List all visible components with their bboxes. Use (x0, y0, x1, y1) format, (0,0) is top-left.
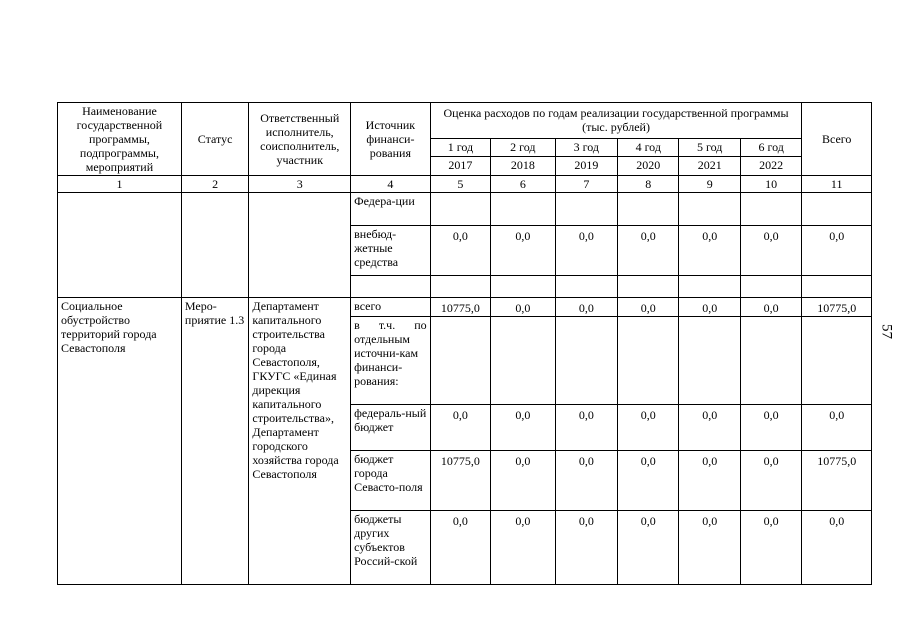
value-cell: 0,0 (491, 405, 555, 451)
column-number: 3 (249, 176, 351, 193)
value-cell: 10775,0 (802, 451, 872, 511)
value-cell: 0,0 (740, 405, 801, 451)
value-cell: 0,0 (740, 298, 801, 317)
year-label: 5 год (679, 138, 740, 157)
value-cell: 0,0 (430, 226, 490, 276)
value-cell: 0,0 (618, 451, 679, 511)
value-cell: 10775,0 (802, 298, 872, 317)
value-cell: 10775,0 (430, 298, 490, 317)
budget-table (57, 102, 872, 585)
year-label: 1 год (430, 138, 490, 157)
funding-source: бюджет города Севасто-поля (351, 451, 431, 511)
funding-source: в т.ч. по отдельным источни-кам финанси-рования: (351, 317, 431, 405)
year-value: 2019 (555, 157, 617, 176)
header-estimate: Оценка расходов по годам реализации государственной программы (тыс. рублей) (430, 103, 802, 139)
value-cell: 0,0 (618, 226, 679, 276)
funding-source: всего (351, 298, 431, 317)
page-number: 57 (878, 324, 895, 339)
year-label: 2 год (491, 138, 555, 157)
value-cell: 0,0 (679, 298, 740, 317)
column-number: 7 (555, 176, 617, 193)
activity-executor: Департамент капитального строительства города Севастополя, ГКУГС «Единая дирекция капитального строительства», Департамент городского хозяйства города Севастополя (249, 298, 351, 585)
value-cell: 0,0 (555, 511, 617, 585)
empty-cell (249, 193, 351, 298)
column-number: 4 (351, 176, 431, 193)
value-cell: 0,0 (740, 451, 801, 511)
activity-name: Социальное обустройство территорий города Севастополя (58, 298, 182, 585)
year-label: 3 год (555, 138, 617, 157)
header-status: Статус (181, 103, 248, 176)
column-number: 5 (430, 176, 490, 193)
value-cell: 0,0 (430, 405, 490, 451)
activity-status: Меро-приятие 1.3 (181, 298, 248, 585)
year-value: 2022 (740, 157, 801, 176)
value-cell: 0,0 (555, 298, 617, 317)
column-number: 6 (491, 176, 555, 193)
column-number: 9 (679, 176, 740, 193)
header-executor: Ответственный исполнитель, соисполнитель, участник (249, 103, 351, 176)
year-value: 2018 (491, 157, 555, 176)
value-cell: 0,0 (555, 451, 617, 511)
column-numbers-row (58, 176, 872, 193)
value-cell: 0,0 (491, 511, 555, 585)
table-row (58, 193, 872, 226)
funding-source: федераль-ный бюджет (351, 405, 431, 451)
value-cell: 0,0 (555, 405, 617, 451)
year-value: 2020 (618, 157, 679, 176)
value-cell: 0,0 (740, 226, 801, 276)
value-cell: 0,0 (802, 226, 872, 276)
funding-source: внебюд-жетные средства (351, 226, 431, 276)
header-name: Наименование государственной программы, подпрограммы, мероприятий (58, 103, 182, 176)
value-cell: 0,0 (802, 511, 872, 585)
value-cell: 0,0 (679, 451, 740, 511)
value-cell: 0,0 (430, 511, 490, 585)
funding-source: Федера-ции (351, 193, 431, 226)
column-number: 8 (618, 176, 679, 193)
empty-cell (181, 193, 248, 298)
value-cell: 0,0 (491, 451, 555, 511)
value-cell: 0,0 (555, 226, 617, 276)
funding-source: бюджеты других субъектов Россий-ской (351, 511, 431, 585)
value-cell: 10775,0 (430, 451, 490, 511)
header-total: Всего (802, 103, 872, 176)
header-source: Источник финанси-рования (351, 103, 431, 176)
year-value: 2021 (679, 157, 740, 176)
value-cell: 0,0 (679, 511, 740, 585)
value-cell: 0,0 (679, 226, 740, 276)
value-cell: 0,0 (802, 405, 872, 451)
value-cell: 0,0 (491, 298, 555, 317)
value-cell: 0,0 (618, 405, 679, 451)
column-number: 11 (802, 176, 872, 193)
value-cell: 0,0 (491, 226, 555, 276)
year-label: 6 год (740, 138, 801, 157)
column-number: 10 (740, 176, 801, 193)
column-number: 2 (181, 176, 248, 193)
value-cell: 0,0 (618, 298, 679, 317)
value-cell: 0,0 (679, 405, 740, 451)
table-row (58, 298, 872, 317)
value-cell: 0,0 (618, 511, 679, 585)
year-value: 2017 (430, 157, 490, 176)
value-cell: 0,0 (740, 511, 801, 585)
year-label: 4 год (618, 138, 679, 157)
empty-cell (58, 193, 182, 298)
column-number: 1 (58, 176, 182, 193)
